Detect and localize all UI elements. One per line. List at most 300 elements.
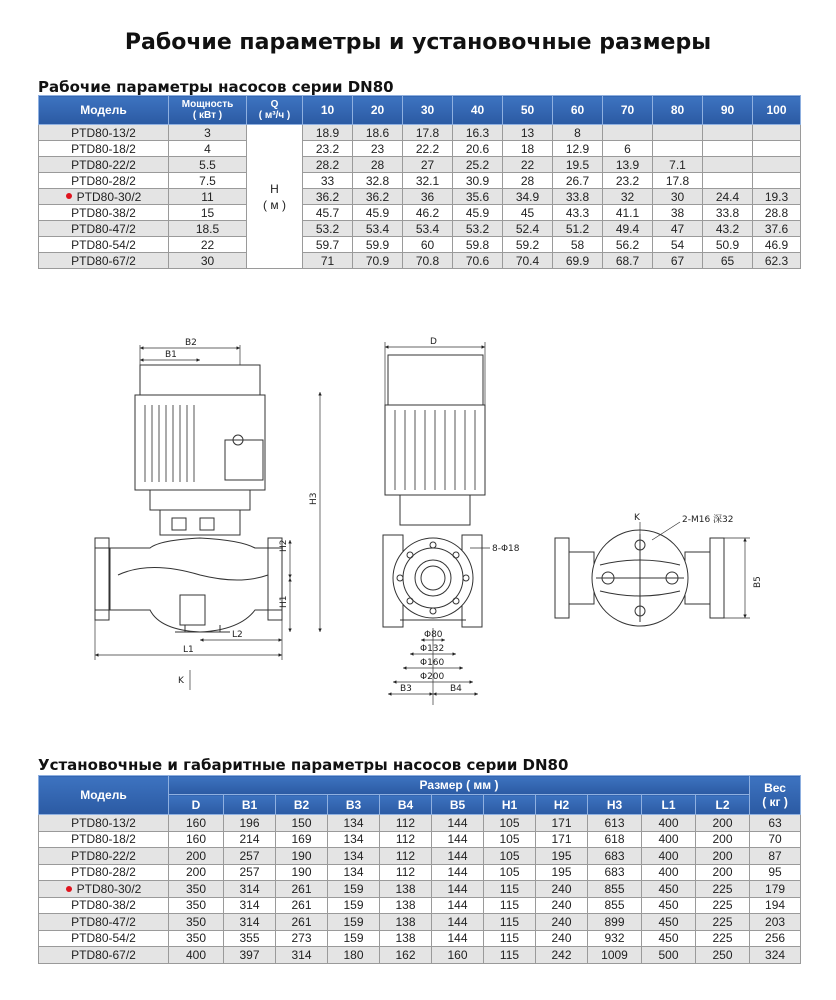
dimension-cell: 240 (536, 914, 588, 931)
head-value-cell: 62.3 (753, 253, 801, 269)
head-value-cell: 59.8 (453, 237, 503, 253)
head-value-cell: 33.8 (553, 189, 603, 205)
model-cell: PTD80-22/2 (39, 848, 169, 865)
model-cell: PTD80-30/2 (39, 881, 169, 898)
header-flow-value: 40 (453, 96, 503, 125)
head-value-cell: 53.4 (403, 221, 453, 237)
dimension-cell: 240 (536, 930, 588, 947)
head-value-cell: 6 (603, 141, 653, 157)
header-col-b5: B5 (432, 795, 484, 815)
head-value-cell: 70.9 (353, 253, 403, 269)
model-cell: PTD80-54/2 (39, 237, 169, 253)
header-power: Мощность ( кВт ) (169, 96, 247, 125)
highlight-dot-icon (66, 886, 72, 892)
head-value-cell: 60 (403, 237, 453, 253)
label-k-top: K (634, 513, 640, 523)
head-value-cell (603, 125, 653, 141)
head-value-cell: 8 (553, 125, 603, 141)
dimension-cell: 683 (588, 864, 642, 881)
head-value-cell: 53.2 (303, 221, 353, 237)
table-row (39, 173, 801, 189)
head-value-cell: 27 (403, 157, 453, 173)
head-value-cell: 16.3 (453, 125, 503, 141)
front-view (383, 355, 485, 627)
head-value-cell: 46.9 (753, 237, 801, 253)
table-row (39, 221, 801, 237)
dimension-cell: 134 (328, 831, 380, 848)
label-d200: Φ200 (420, 672, 445, 682)
dimension-cell: 150 (276, 815, 328, 832)
head-value-cell: 65 (703, 253, 753, 269)
head-value-cell: 33 (303, 173, 353, 189)
model-cell: PTD80-47/2 (39, 914, 169, 931)
dimension-cell: 171 (536, 831, 588, 848)
head-value-cell (753, 173, 801, 189)
dimension-cell: 400 (642, 848, 696, 865)
dimension-cell: 256 (750, 930, 801, 947)
dimension-cell: 261 (276, 914, 328, 931)
head-value-cell: 18 (503, 141, 553, 157)
table-row (39, 815, 801, 832)
table-row (39, 831, 801, 848)
dimension-cell: 138 (380, 881, 432, 898)
dimension-cell: 196 (224, 815, 276, 832)
dimension-cell: 195 (536, 864, 588, 881)
head-value-cell: 18.9 (303, 125, 353, 141)
header-flow-value: 90 (703, 96, 753, 125)
head-value-cell: 22.2 (403, 141, 453, 157)
dimension-cell: 314 (224, 881, 276, 898)
dimensions-section-title: Установочные и габаритные параметры насосов серии DN80 (38, 756, 569, 774)
power-cell: 15 (169, 205, 247, 221)
dimension-cell: 250 (696, 947, 750, 964)
head-value-cell: 7.1 (653, 157, 703, 173)
table-row (39, 157, 801, 173)
head-value-cell: 68.7 (603, 253, 653, 269)
dimension-cell: 350 (169, 897, 224, 914)
dimension-cell: 115 (484, 914, 536, 931)
dimension-cell: 134 (328, 815, 380, 832)
header-flow-value: 60 (553, 96, 603, 125)
head-value-cell: 45.9 (453, 205, 503, 221)
dimension-cell: 144 (432, 831, 484, 848)
dimension-cell: 450 (642, 881, 696, 898)
dimension-cell: 194 (750, 897, 801, 914)
dimension-cell: 200 (696, 864, 750, 881)
head-value-cell: 46.2 (403, 205, 453, 221)
model-cell: PTD80-28/2 (39, 173, 169, 189)
head-value-cell: 45 (503, 205, 553, 221)
head-value-cell: 23.2 (303, 141, 353, 157)
model-cell: PTD80-54/2 (39, 930, 169, 947)
dimension-cell: 105 (484, 831, 536, 848)
head-value-cell: 13 (503, 125, 553, 141)
dimension-cell: 257 (224, 864, 276, 881)
label-h2: H2 (279, 539, 289, 552)
label-l2: L2 (232, 630, 243, 640)
head-value-cell: 28.2 (303, 157, 353, 173)
head-value-cell: 59.7 (303, 237, 353, 253)
dimension-cell: 195 (536, 848, 588, 865)
head-value-cell: 30.9 (453, 173, 503, 189)
dimension-cell: 200 (696, 848, 750, 865)
head-value-cell: 70.8 (403, 253, 453, 269)
head-value-cell: 70.4 (503, 253, 553, 269)
dimension-cell: 63 (750, 815, 801, 832)
dimension-cell: 214 (224, 831, 276, 848)
model-cell: PTD80-28/2 (39, 864, 169, 881)
header-model: Модель (39, 96, 169, 125)
label-holes: 8-Φ18 (492, 544, 520, 554)
head-value-cell: 33.8 (703, 205, 753, 221)
dimension-cell: 115 (484, 881, 536, 898)
table-row (39, 930, 801, 947)
dimension-cell: 450 (642, 897, 696, 914)
dimension-cell: 112 (380, 815, 432, 832)
label-bolts: 2-M16 深32 (682, 515, 734, 525)
dimension-cell: 314 (224, 897, 276, 914)
dimension-cell: 200 (696, 831, 750, 848)
dimension-cell: 240 (536, 897, 588, 914)
dimension-cell: 160 (432, 947, 484, 964)
power-cell: 22 (169, 237, 247, 253)
head-value-cell: 17.8 (403, 125, 453, 141)
header-flow-value: 100 (753, 96, 801, 125)
page-title: Рабочие параметры и установочные размеры (124, 30, 712, 55)
head-value-cell: 70.6 (453, 253, 503, 269)
table-row (39, 253, 801, 269)
header-flow: Q ( м³/ч ) (247, 96, 303, 125)
dimension-cell: 105 (484, 848, 536, 865)
dimension-cell: 144 (432, 815, 484, 832)
table-row (39, 141, 801, 157)
dimension-cell: 242 (536, 947, 588, 964)
model-cell: PTD80-38/2 (39, 205, 169, 221)
table-row (39, 189, 801, 205)
header-flow-value: 50 (503, 96, 553, 125)
dimension-cell: 618 (588, 831, 642, 848)
head-value-cell: 23.2 (603, 173, 653, 189)
dimension-cell: 115 (484, 947, 536, 964)
pump-drawing (0, 325, 836, 715)
head-value-cell: 34.9 (503, 189, 553, 205)
dimension-cell: 324 (750, 947, 801, 964)
dimension-cell: 203 (750, 914, 801, 931)
table-row (39, 205, 801, 221)
head-value-cell (653, 125, 703, 141)
head-value-cell: 25.2 (453, 157, 503, 173)
dimension-cell: 855 (588, 897, 642, 914)
dimension-cell: 105 (484, 815, 536, 832)
dimension-cell: 450 (642, 930, 696, 947)
dimension-cell: 400 (169, 947, 224, 964)
head-value-cell: 38 (653, 205, 703, 221)
dimension-cell: 261 (276, 897, 328, 914)
head-value-cell: 20.6 (453, 141, 503, 157)
head-value-cell: 19.3 (753, 189, 801, 205)
head-value-cell: 58 (553, 237, 603, 253)
dimension-cell: 105 (484, 864, 536, 881)
dimension-cell: 314 (224, 914, 276, 931)
dimension-cell: 355 (224, 930, 276, 947)
dimension-cell: 200 (169, 864, 224, 881)
label-b4: B4 (450, 684, 462, 694)
dimension-cell: 683 (588, 848, 642, 865)
dimension-cell: 144 (432, 897, 484, 914)
model-cell: PTD80-18/2 (39, 831, 169, 848)
dimension-cell: 112 (380, 848, 432, 865)
label-k: K (178, 676, 184, 686)
head-value-cell: 54 (653, 237, 703, 253)
dimension-cell: 400 (642, 864, 696, 881)
head-value-cell: 19.5 (553, 157, 603, 173)
dimension-cell: 190 (276, 848, 328, 865)
head-value-cell: 32 (603, 189, 653, 205)
side-view (95, 365, 282, 632)
dimension-cell: 855 (588, 881, 642, 898)
header-col-h1: H1 (484, 795, 536, 815)
power-cell: 3 (169, 125, 247, 141)
head-value-cell: 52.4 (503, 221, 553, 237)
label-b5: B5 (753, 576, 763, 588)
header-col-h2: H2 (536, 795, 588, 815)
header-flow-value: 20 (353, 96, 403, 125)
head-value-cell: 59.9 (353, 237, 403, 253)
top-view (555, 530, 724, 626)
label-d80: Φ80 (424, 630, 443, 640)
dimension-cell: 1009 (588, 947, 642, 964)
dimension-cell: 138 (380, 897, 432, 914)
head-value-cell: 45.7 (303, 205, 353, 221)
header-flow-value: 30 (403, 96, 453, 125)
power-cell: 11 (169, 189, 247, 205)
table-row (39, 848, 801, 865)
label-d: D (430, 337, 437, 347)
head-value-cell: 51.2 (553, 221, 603, 237)
head-value-cell: 43.2 (703, 221, 753, 237)
table-row (39, 237, 801, 253)
dimension-cell: 159 (328, 930, 380, 947)
table-row (39, 125, 801, 141)
head-value-cell: 71 (303, 253, 353, 269)
dimension-cell: 160 (169, 815, 224, 832)
dimension-cell: 400 (642, 815, 696, 832)
model-cell: PTD80-47/2 (39, 221, 169, 237)
dimension-cell: 144 (432, 848, 484, 865)
head-value-cell: 35.6 (453, 189, 503, 205)
head-label-cell: H ( м ) (247, 125, 303, 269)
dimension-cell: 115 (484, 930, 536, 947)
model-cell: PTD80-22/2 (39, 157, 169, 173)
dimension-cell: 613 (588, 815, 642, 832)
dimension-cell: 160 (169, 831, 224, 848)
dimension-cell: 144 (432, 864, 484, 881)
dimension-cell: 180 (328, 947, 380, 964)
dimension-cell: 314 (276, 947, 328, 964)
table-row (39, 897, 801, 914)
head-value-cell: 13.9 (603, 157, 653, 173)
dimension-cell: 190 (276, 864, 328, 881)
label-h3: H3 (309, 492, 319, 505)
dimensions-table (38, 775, 801, 964)
header-col-l1: L1 (642, 795, 696, 815)
table-row (39, 864, 801, 881)
dimension-cell: 144 (432, 914, 484, 931)
table-row (39, 947, 801, 964)
dimension-cell: 159 (328, 897, 380, 914)
header-flow-value: 10 (303, 96, 353, 125)
dimension-cell: 95 (750, 864, 801, 881)
label-b2: B2 (185, 338, 197, 348)
head-value-cell: 37.6 (753, 221, 801, 237)
head-value-cell: 18.6 (353, 125, 403, 141)
dimension-cell: 179 (750, 881, 801, 898)
dimension-cell: 225 (696, 897, 750, 914)
head-value-cell (703, 125, 753, 141)
header-col-d: D (169, 795, 224, 815)
head-value-cell: 36.2 (353, 189, 403, 205)
dimension-cell: 273 (276, 930, 328, 947)
dimension-cell: 169 (276, 831, 328, 848)
dimension-cell: 134 (328, 864, 380, 881)
model-cell: PTD80-18/2 (39, 141, 169, 157)
performance-table (38, 95, 801, 269)
model-cell: PTD80-38/2 (39, 897, 169, 914)
header-weight: Вес ( кг ) (750, 776, 801, 815)
head-value-cell: 59.2 (503, 237, 553, 253)
dimension-cell: 134 (328, 848, 380, 865)
head-value-cell: 23 (353, 141, 403, 157)
head-value-cell: 56.2 (603, 237, 653, 253)
header-col-b3: B3 (328, 795, 380, 815)
dimension-cell: 159 (328, 914, 380, 931)
power-cell: 30 (169, 253, 247, 269)
head-value-cell: 26.7 (553, 173, 603, 189)
head-value-cell: 41.1 (603, 205, 653, 221)
dimension-cell: 225 (696, 881, 750, 898)
dimension-cell: 350 (169, 914, 224, 931)
head-value-cell: 24.4 (703, 189, 753, 205)
head-value-cell: 43.3 (553, 205, 603, 221)
head-value-cell: 50.9 (703, 237, 753, 253)
dimension-cell: 350 (169, 881, 224, 898)
label-d132: Φ132 (420, 644, 445, 654)
dimension-cell: 450 (642, 914, 696, 931)
dimension-cell: 115 (484, 897, 536, 914)
dimension-cell: 261 (276, 881, 328, 898)
model-cell: PTD80-13/2 (39, 815, 169, 832)
dimension-cell: 240 (536, 881, 588, 898)
dimension-cell: 400 (642, 831, 696, 848)
model-cell: PTD80-30/2 (39, 189, 169, 205)
power-cell: 18.5 (169, 221, 247, 237)
highlight-dot-icon (66, 193, 72, 199)
dimension-cell: 159 (328, 881, 380, 898)
label-d160: Φ160 (420, 658, 445, 668)
dimension-cell: 87 (750, 848, 801, 865)
dimension-cell: 112 (380, 831, 432, 848)
dimension-cell: 225 (696, 930, 750, 947)
head-value-cell: 28 (353, 157, 403, 173)
dimension-cell: 138 (380, 930, 432, 947)
dimension-cell: 70 (750, 831, 801, 848)
model-cell: PTD80-13/2 (39, 125, 169, 141)
label-l1: L1 (183, 645, 194, 655)
head-value-cell: 32.1 (403, 173, 453, 189)
head-value-cell (653, 141, 703, 157)
dimension-cell: 350 (169, 930, 224, 947)
label-h1: H1 (279, 595, 289, 608)
model-cell: PTD80-67/2 (39, 253, 169, 269)
label-b1: B1 (165, 350, 177, 360)
table-row (39, 914, 801, 931)
dimension-cell: 200 (169, 848, 224, 865)
header-col-b4: B4 (380, 795, 432, 815)
head-value-cell: 22 (503, 157, 553, 173)
head-value-cell: 36.2 (303, 189, 353, 205)
header-col-h3: H3 (588, 795, 642, 815)
model-cell: PTD80-67/2 (39, 947, 169, 964)
head-value-cell: 12.9 (553, 141, 603, 157)
header-model: Модель (39, 776, 169, 815)
header-col-b1: B1 (224, 795, 276, 815)
power-cell: 5.5 (169, 157, 247, 173)
head-value-cell: 67 (653, 253, 703, 269)
dimension-cell: 932 (588, 930, 642, 947)
head-value-cell: 32.8 (353, 173, 403, 189)
head-value-cell (753, 125, 801, 141)
head-value-cell: 47 (653, 221, 703, 237)
head-value-cell: 28.8 (753, 205, 801, 221)
dimension-cell: 144 (432, 930, 484, 947)
dimension-cell: 112 (380, 864, 432, 881)
power-cell: 7.5 (169, 173, 247, 189)
dimension-cell: 899 (588, 914, 642, 931)
dimension-cell: 171 (536, 815, 588, 832)
head-value-cell: 28 (503, 173, 553, 189)
head-value-cell: 17.8 (653, 173, 703, 189)
header-flow-value: 80 (653, 96, 703, 125)
head-value-cell: 69.9 (553, 253, 603, 269)
head-value-cell (753, 157, 801, 173)
dimension-cell: 397 (224, 947, 276, 964)
head-value-cell (703, 157, 753, 173)
header-size: Размер ( мм ) (169, 776, 750, 795)
head-value-cell: 45.9 (353, 205, 403, 221)
header-col-l2: L2 (696, 795, 750, 815)
dimension-cell: 257 (224, 848, 276, 865)
head-value-cell (703, 141, 753, 157)
dimension-cell: 225 (696, 914, 750, 931)
dimension-cell: 162 (380, 947, 432, 964)
head-value-cell (703, 173, 753, 189)
header-col-b2: B2 (276, 795, 328, 815)
head-value-cell: 49.4 (603, 221, 653, 237)
performance-section-title: Рабочие параметры насосов серии DN80 (38, 78, 394, 96)
head-value-cell: 53.2 (453, 221, 503, 237)
head-value-cell (753, 141, 801, 157)
table-row (39, 881, 801, 898)
header-flow-value: 70 (603, 96, 653, 125)
label-b3: B3 (400, 684, 412, 694)
head-value-cell: 30 (653, 189, 703, 205)
power-cell: 4 (169, 141, 247, 157)
dimension-cell: 144 (432, 881, 484, 898)
head-value-cell: 36 (403, 189, 453, 205)
dimension-cell: 138 (380, 914, 432, 931)
head-value-cell: 53.4 (353, 221, 403, 237)
dimension-cell: 500 (642, 947, 696, 964)
